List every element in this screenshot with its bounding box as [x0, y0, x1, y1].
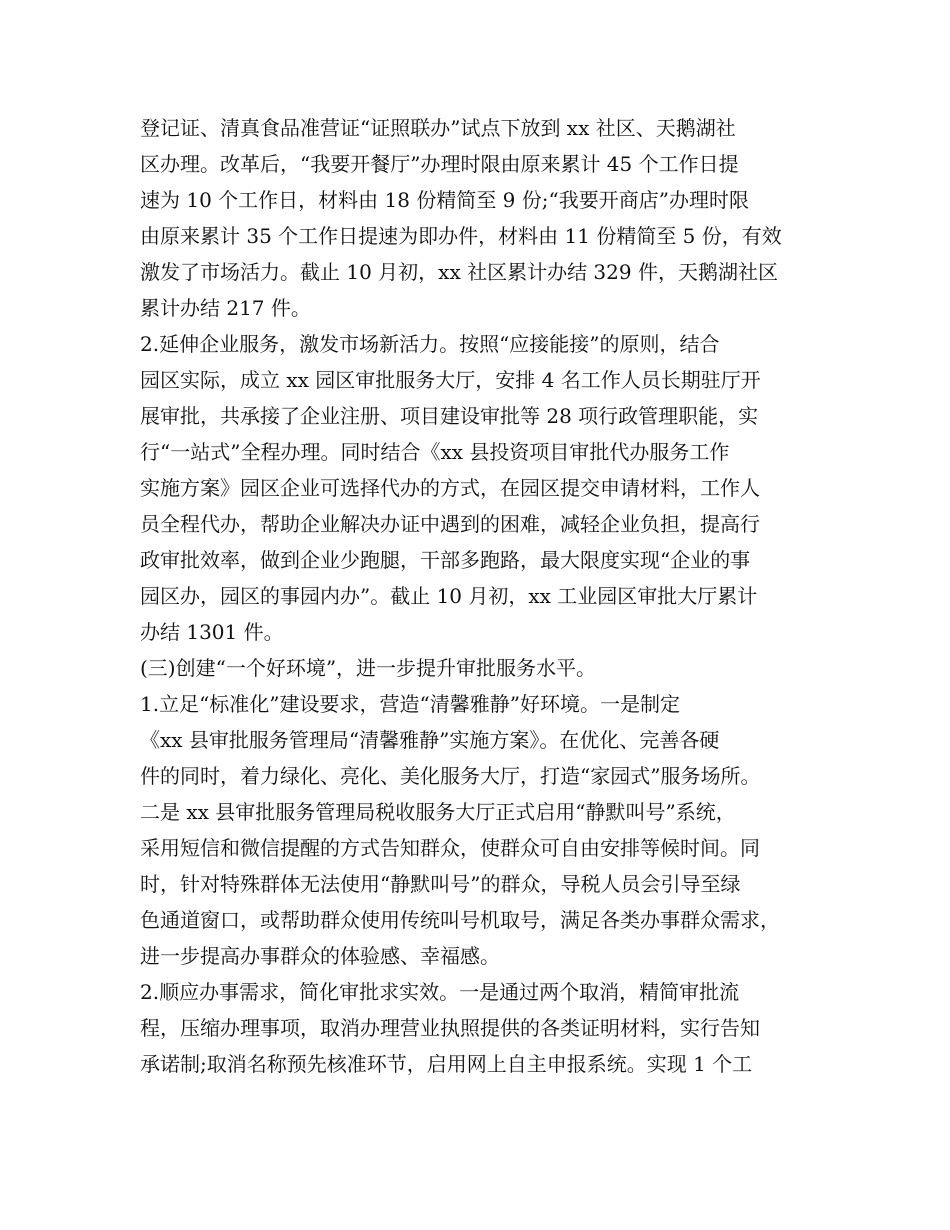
text-line: 由原来累计 35 个工作日提速为即办件，材料由 11 份精简至 5 份，有效 [140, 224, 782, 248]
text-line: 进一步提高办事群众的体验感、幸福感。 [140, 944, 500, 968]
text-line: 采用短信和微信提醒的方式告知群众，使群众可自由安排等候时间。同 [140, 836, 760, 860]
text-line: 时，针对特殊群体无法使用“静默叫号”的群众，导税人员会引导至绿 [140, 872, 741, 896]
text-line: 激发了市场活力。截止 10 月初，xx 社区累计办结 329 件，天鹅湖社区 [140, 260, 778, 284]
text-line: 2.顺应办事需求，简化审批求实效。一是通过两个取消，精简审批流 [140, 980, 740, 1004]
text-line: 展审批，共承接了企业注册、项目建设审批等 28 项行政管理职能，实 [140, 404, 759, 428]
text-line: 政审批效率，做到企业少跑腿，干部多跑路，最大限度实现“企业的事 [140, 548, 751, 572]
text-line: 区办理。改革后，“我要开餐厅”办理时限由原来累计 45 个工作日提 [140, 152, 739, 176]
text-line: 承诺制;取消名称预先核准环节，启用网上自主申报系统。实现 1 个工 [140, 1052, 753, 1076]
text-line: 员全程代办，帮助企业解决办证中遇到的困难，减轻企业负担，提高行 [140, 512, 760, 536]
text-line: 件的同时，着力绿化、亮化、美化服务大厅，打造“家园式”服务场所。 [140, 764, 761, 788]
text-line: 累计办结 217 件。 [140, 296, 311, 320]
text-line: 登记证、清真食品准营证“证照联办”试点下放到 xx 社区、天鹅湖社 [140, 116, 736, 140]
text-line: 1.立足“标准化”建设要求，营造“清馨雅静”好环境。一是制定 [140, 692, 680, 716]
text-line: 速为 10 个工作日，材料由 18 份精简至 9 份;“我要开商店”办理时限 [140, 188, 749, 212]
text-line: 色通道窗口，或帮助群众使用传统叫号机取号，满足各类办事群众需求， [140, 908, 780, 932]
text-line: 《xx 县审批服务管理局“清馨雅静”实施方案》。在优化、完善各硬 [140, 728, 720, 752]
text-line: 办结 1301 件。 [140, 620, 284, 644]
text-line: 行“一站式”全程办理。同时结合《xx 县投资项目审批代办服务工作 [140, 440, 730, 464]
text-line: 园区实际，成立 xx 园区审批服务大厅，安排 4 名工作人员长期驻厅开 [140, 368, 761, 392]
text-line: 实施方案》园区企业可选择代办的方式，在园区提交申请材料，工作人 [140, 476, 760, 500]
text-line: 二是 xx 县审批服务管理局税收服务大厅正式启用“静默叫号”系统， [140, 800, 736, 824]
text-line: 程，压缩办理事项，取消办理营业执照提供的各类证明材料，实行告知 [140, 1016, 760, 1040]
body-text [140, 110, 820, 1082]
section-heading: (三)创建“一个好环境”，进一步提升审批服务水平。 [140, 656, 597, 680]
text-line: 园区办，园区的事园内办”。截止 10 月初，xx 工业园区审批大厅累计 [140, 584, 758, 608]
text-line: 2.延伸企业服务，激发市场新活力。按照“应接能接”的原则，结合 [140, 332, 720, 356]
